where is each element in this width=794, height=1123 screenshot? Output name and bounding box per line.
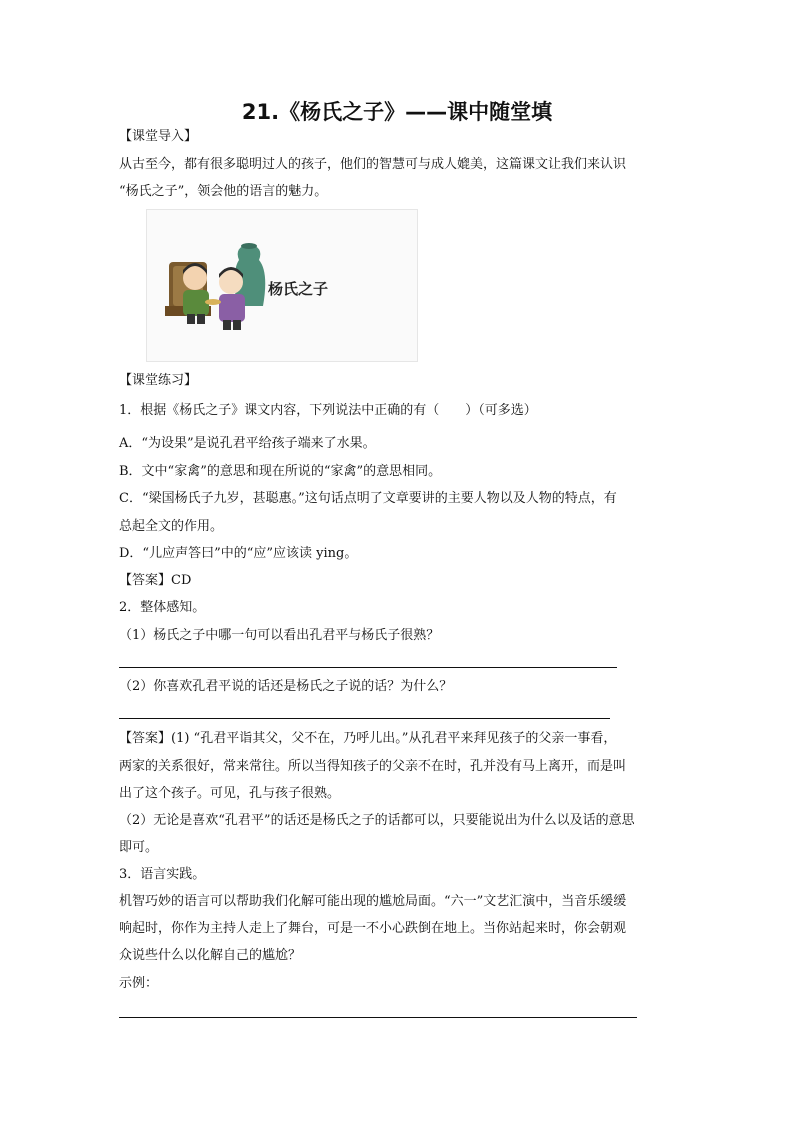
practice-heading: 【课堂练习】 [119, 373, 198, 388]
question-1-option-b: B．文中“家禽”的意思和现在所说的“家禽”的意思相同。 [119, 464, 442, 479]
question-2-stem: 2．整体感知。 [119, 600, 206, 615]
answer-blank-line-2 [119, 718, 610, 719]
answer-blank-line-1 [119, 667, 617, 668]
question-2-answer-line1: 【答案】(1) “孔君平诣其父，父不在，乃呼儿出。”从孔君平来拜见孩子的父亲一事看， [119, 731, 617, 746]
intro-text-line2: “杨氏之子”，领会他的语言的魅力。 [119, 184, 328, 199]
question-3-example-label: 示例： [119, 976, 159, 991]
question-3-body-line1: 机智巧妙的语言可以帮助我们化解可能出现的尴尬局面。“六一”文艺汇演中，当音乐缓缓 [119, 894, 627, 909]
question-1-option-c-line2: 总起全文的作用。 [119, 519, 224, 534]
intro-text-line1: 从古至今，都有很多聪明过人的孩子，他们的智慧可与成人媲美，这篇课文让我们来认识 [119, 157, 627, 172]
intro-heading: 【课堂导入】 [119, 129, 198, 144]
question-2-sub1: （1）杨氏之子中哪一句可以看出孔君平与杨氏子很熟？ [119, 628, 440, 643]
question-1-option-d: D．“儿应声答曰”中的“应”应该读 ying。 [119, 546, 358, 561]
question-1-stem: 1．根据《杨氏之子》课文内容，下列说法中正确的有（ ）（可多选） [119, 403, 537, 418]
question-3-body-line3: 众说些什么以化解自己的尴尬？ [119, 948, 302, 963]
page-title: 21.《杨氏之子》——课中随堂填 [241, 100, 553, 124]
question-1-answer: 【答案】CD [119, 573, 192, 588]
question-1-option-c-line1: C．“梁国杨氏子九岁，甚聪惠。”这句话点明了文章要讲的主要人物以及人物的特点，有 [119, 491, 617, 506]
question-2-sub2: （2）你喜欢孔君平说的话还是杨氏之子说的话？为什么？ [119, 679, 453, 694]
question-2-answer-line3: 出了这个孩子。可见，孔与孩子很熟。 [119, 786, 341, 801]
question-3-body-line2: 响起时，你作为主持人走上了舞台，可是一不小心跌倒在地上。当你站起来时，你会朝观 [119, 921, 627, 936]
question-2-answer-line5: 即可。 [119, 840, 159, 855]
answer-blank-line-3 [119, 1017, 637, 1018]
illustration-caption: 杨氏之子 [268, 280, 329, 298]
question-3-stem: 3．语言实践。 [119, 867, 206, 882]
question-1-option-a: A．“为设果”是说孔君平给孩子端来了水果。 [119, 436, 376, 451]
question-2-answer-line2: 两家的关系很好，常来常往。所以当得知孩子的父亲不在时，孔并没有马上离开，而是叫 [119, 759, 627, 774]
question-2-answer-line4: （2）无论是喜欢“孔君平”的话还是杨氏之子的话都可以，只要能说出为什么以及话的意思 [119, 813, 635, 828]
